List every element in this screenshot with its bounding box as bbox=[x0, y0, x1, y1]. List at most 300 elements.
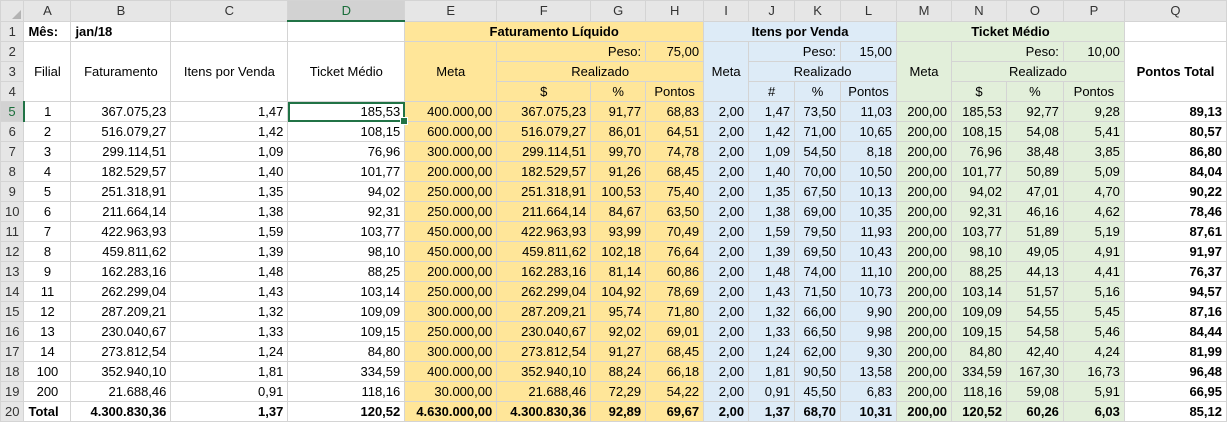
column-header-A[interactable]: A bbox=[24, 1, 71, 22]
cell-E7[interactable]: 300.000,00 bbox=[405, 142, 497, 162]
cell-A7[interactable]: 3 bbox=[24, 142, 71, 162]
cell-B9[interactable]: 251.318,91 bbox=[71, 182, 171, 202]
row-header-18[interactable]: 18 bbox=[1, 362, 24, 382]
cell-M13[interactable]: 200,00 bbox=[897, 262, 952, 282]
row-header-11[interactable]: 11 bbox=[1, 222, 24, 242]
cell-C8[interactable]: 1,40 bbox=[171, 162, 288, 182]
cell-K15[interactable]: 66,00 bbox=[795, 302, 841, 322]
cell-L17[interactable]: 9,30 bbox=[841, 342, 897, 362]
cell-Q9[interactable]: 90,22 bbox=[1124, 182, 1226, 202]
cell-O7[interactable]: 38,48 bbox=[1006, 142, 1063, 162]
cell-A20[interactable]: Total bbox=[24, 402, 71, 422]
column-header-I[interactable]: I bbox=[704, 1, 749, 22]
cell-C5[interactable]: 1,47 bbox=[171, 102, 288, 122]
cell-K16[interactable]: 66,50 bbox=[795, 322, 841, 342]
cell-D14[interactable]: 103,14 bbox=[288, 282, 405, 302]
cell-F20[interactable]: 4.300.830,36 bbox=[497, 402, 591, 422]
row-header-1[interactable]: 1 bbox=[1, 21, 24, 42]
cell-I19[interactable]: 2,00 bbox=[704, 382, 749, 402]
cell-N13[interactable]: 88,25 bbox=[951, 262, 1006, 282]
cell-G8[interactable]: 91,26 bbox=[591, 162, 646, 182]
cell-I5[interactable]: 2,00 bbox=[704, 102, 749, 122]
cell-J12[interactable]: 1,39 bbox=[749, 242, 795, 262]
cell-H16[interactable]: 69,01 bbox=[646, 322, 704, 342]
row-header-12[interactable]: 12 bbox=[1, 242, 24, 262]
row-header-17[interactable]: 17 bbox=[1, 342, 24, 362]
cell-F13[interactable]: 162.283,16 bbox=[497, 262, 591, 282]
cell-F10[interactable]: 211.664,14 bbox=[497, 202, 591, 222]
group-header-itens[interactable]: Itens por Venda bbox=[704, 21, 897, 42]
cell-J9[interactable]: 1,35 bbox=[749, 182, 795, 202]
cell-D12[interactable]: 98,10 bbox=[288, 242, 405, 262]
subheader-pontos-faturamento[interactable]: Pontos bbox=[646, 82, 704, 102]
cell-B13[interactable]: 162.283,16 bbox=[71, 262, 171, 282]
cell-M11[interactable]: 200,00 bbox=[897, 222, 952, 242]
cell-G20[interactable]: 92,89 bbox=[591, 402, 646, 422]
row-header-3[interactable]: 3 bbox=[1, 62, 24, 82]
column-header-L[interactable]: L bbox=[841, 1, 897, 22]
cell-H10[interactable]: 63,50 bbox=[646, 202, 704, 222]
cell-J7[interactable]: 1,09 bbox=[749, 142, 795, 162]
cell-O15[interactable]: 54,55 bbox=[1006, 302, 1063, 322]
cell-L14[interactable]: 10,73 bbox=[841, 282, 897, 302]
cell-D11[interactable]: 103,77 bbox=[288, 222, 405, 242]
row-header-8[interactable]: 8 bbox=[1, 162, 24, 182]
cell-L11[interactable]: 11,93 bbox=[841, 222, 897, 242]
column-header-P[interactable]: P bbox=[1063, 1, 1124, 22]
column-header-E[interactable]: E bbox=[405, 1, 497, 22]
cell-B6[interactable]: 516.079,27 bbox=[71, 122, 171, 142]
group-header-faturamento[interactable]: Faturamento Líquido bbox=[405, 21, 704, 42]
cell-B8[interactable]: 182.529,57 bbox=[71, 162, 171, 182]
header-meta-faturamento[interactable]: Meta bbox=[405, 42, 497, 102]
cell-L6[interactable]: 10,65 bbox=[841, 122, 897, 142]
cell-E13[interactable]: 200.000,00 bbox=[405, 262, 497, 282]
cell-L9[interactable]: 10,13 bbox=[841, 182, 897, 202]
cell-O18[interactable]: 167,30 bbox=[1006, 362, 1063, 382]
peso-value-ticket[interactable]: 10,00 bbox=[1063, 42, 1124, 62]
cell-B17[interactable]: 273.812,54 bbox=[71, 342, 171, 362]
row-header-9[interactable]: 9 bbox=[1, 182, 24, 202]
cell-H15[interactable]: 71,80 bbox=[646, 302, 704, 322]
cell-C18[interactable]: 1,81 bbox=[171, 362, 288, 382]
cell-E11[interactable]: 450.000,00 bbox=[405, 222, 497, 242]
cell-Q16[interactable]: 84,44 bbox=[1124, 322, 1226, 342]
cell-J6[interactable]: 1,42 bbox=[749, 122, 795, 142]
cell-M15[interactable]: 200,00 bbox=[897, 302, 952, 322]
cell-A17[interactable]: 14 bbox=[24, 342, 71, 362]
cell-J20[interactable]: 1,37 bbox=[749, 402, 795, 422]
cell-E9[interactable]: 250.000,00 bbox=[405, 182, 497, 202]
cell-C6[interactable]: 1,42 bbox=[171, 122, 288, 142]
cell-N8[interactable]: 101,77 bbox=[951, 162, 1006, 182]
cell-N16[interactable]: 109,15 bbox=[951, 322, 1006, 342]
cell-B16[interactable]: 230.040,67 bbox=[71, 322, 171, 342]
cell-H19[interactable]: 54,22 bbox=[646, 382, 704, 402]
cell-P15[interactable]: 5,45 bbox=[1063, 302, 1124, 322]
column-header-N[interactable]: N bbox=[951, 1, 1006, 22]
cell-D16[interactable]: 109,15 bbox=[288, 322, 405, 342]
cell-E19[interactable]: 30.000,00 bbox=[405, 382, 497, 402]
cell-D18[interactable]: 334,59 bbox=[288, 362, 405, 382]
cell-N12[interactable]: 98,10 bbox=[951, 242, 1006, 262]
cell-L10[interactable]: 10,35 bbox=[841, 202, 897, 222]
cell-B18[interactable]: 352.940,10 bbox=[71, 362, 171, 382]
cell-Q8[interactable]: 84,04 bbox=[1124, 162, 1226, 182]
column-header-G[interactable]: G bbox=[591, 1, 646, 22]
cell-K6[interactable]: 71,00 bbox=[795, 122, 841, 142]
subheader-pontos-ticket[interactable]: Pontos bbox=[1063, 82, 1124, 102]
cell-O11[interactable]: 51,89 bbox=[1006, 222, 1063, 242]
cell-O19[interactable]: 59,08 bbox=[1006, 382, 1063, 402]
cell-K9[interactable]: 67,50 bbox=[795, 182, 841, 202]
cell-Q6[interactable]: 80,57 bbox=[1124, 122, 1226, 142]
column-header-D[interactable]: D bbox=[288, 1, 405, 22]
cell-P9[interactable]: 4,70 bbox=[1063, 182, 1124, 202]
cell-I11[interactable]: 2,00 bbox=[704, 222, 749, 242]
cell-L16[interactable]: 9,98 bbox=[841, 322, 897, 342]
cell-F9[interactable]: 251.318,91 bbox=[497, 182, 591, 202]
cell-K13[interactable]: 74,00 bbox=[795, 262, 841, 282]
cell-I12[interactable]: 2,00 bbox=[704, 242, 749, 262]
cell-K20[interactable]: 68,70 bbox=[795, 402, 841, 422]
cell-G9[interactable]: 100,53 bbox=[591, 182, 646, 202]
cell-N6[interactable]: 108,15 bbox=[951, 122, 1006, 142]
cell-L12[interactable]: 10,43 bbox=[841, 242, 897, 262]
select-all-corner[interactable] bbox=[1, 1, 24, 22]
cell-D10[interactable]: 92,31 bbox=[288, 202, 405, 222]
cell-Q14[interactable]: 94,57 bbox=[1124, 282, 1226, 302]
subheader-percent-faturamento[interactable]: % bbox=[591, 82, 646, 102]
cell-B11[interactable]: 422.963,93 bbox=[71, 222, 171, 242]
cell-O13[interactable]: 44,13 bbox=[1006, 262, 1063, 282]
cell-N7[interactable]: 76,96 bbox=[951, 142, 1006, 162]
cell-K7[interactable]: 54,50 bbox=[795, 142, 841, 162]
row-header-20[interactable]: 20 bbox=[1, 402, 24, 422]
peso-value-faturamento[interactable]: 75,00 bbox=[646, 42, 704, 62]
cell-P5[interactable]: 9,28 bbox=[1063, 102, 1124, 122]
cell-D1[interactable] bbox=[288, 21, 405, 42]
row-header-15[interactable]: 15 bbox=[1, 302, 24, 322]
cell-D15[interactable]: 109,09 bbox=[288, 302, 405, 322]
cell-J15[interactable]: 1,32 bbox=[749, 302, 795, 322]
cell-M16[interactable]: 200,00 bbox=[897, 322, 952, 342]
cell-G12[interactable]: 102,18 bbox=[591, 242, 646, 262]
cell-O8[interactable]: 50,89 bbox=[1006, 162, 1063, 182]
cell-P17[interactable]: 4,24 bbox=[1063, 342, 1124, 362]
cell-A10[interactable]: 6 bbox=[24, 202, 71, 222]
cell-G10[interactable]: 84,67 bbox=[591, 202, 646, 222]
cell-J8[interactable]: 1,40 bbox=[749, 162, 795, 182]
cell-H12[interactable]: 76,64 bbox=[646, 242, 704, 262]
cell-O16[interactable]: 54,58 bbox=[1006, 322, 1063, 342]
cell-E6[interactable]: 600.000,00 bbox=[405, 122, 497, 142]
cell-C16[interactable]: 1,33 bbox=[171, 322, 288, 342]
cell-E16[interactable]: 250.000,00 bbox=[405, 322, 497, 342]
cell-D17[interactable]: 84,80 bbox=[288, 342, 405, 362]
subheader-hash-itens[interactable]: # bbox=[749, 82, 795, 102]
cell-M17[interactable]: 200,00 bbox=[897, 342, 952, 362]
column-header-K[interactable]: K bbox=[795, 1, 841, 22]
cell-O9[interactable]: 47,01 bbox=[1006, 182, 1063, 202]
cell-G6[interactable]: 86,01 bbox=[591, 122, 646, 142]
cell-C17[interactable]: 1,24 bbox=[171, 342, 288, 362]
cell-K14[interactable]: 71,50 bbox=[795, 282, 841, 302]
cell-H13[interactable]: 60,86 bbox=[646, 262, 704, 282]
cell-M14[interactable]: 200,00 bbox=[897, 282, 952, 302]
cell-Q1[interactable] bbox=[1124, 21, 1226, 42]
cell-K5[interactable]: 73,50 bbox=[795, 102, 841, 122]
cell-K11[interactable]: 79,50 bbox=[795, 222, 841, 242]
cell-M10[interactable]: 200,00 bbox=[897, 202, 952, 222]
cell-E14[interactable]: 250.000,00 bbox=[405, 282, 497, 302]
row-header-2[interactable]: 2 bbox=[1, 42, 24, 62]
cell-I18[interactable]: 2,00 bbox=[704, 362, 749, 382]
cell-I17[interactable]: 2,00 bbox=[704, 342, 749, 362]
cell-D8[interactable]: 101,77 bbox=[288, 162, 405, 182]
cell-F7[interactable]: 299.114,51 bbox=[497, 142, 591, 162]
row-header-16[interactable]: 16 bbox=[1, 322, 24, 342]
subheader-dollar-ticket[interactable]: $ bbox=[951, 82, 1006, 102]
cell-I15[interactable]: 2,00 bbox=[704, 302, 749, 322]
cell-E17[interactable]: 300.000,00 bbox=[405, 342, 497, 362]
cell-B10[interactable]: 211.664,14 bbox=[71, 202, 171, 222]
cell-B5[interactable]: 367.075,23 bbox=[71, 102, 171, 122]
cell-Q13[interactable]: 76,37 bbox=[1124, 262, 1226, 282]
cell-M18[interactable]: 200,00 bbox=[897, 362, 952, 382]
header-itens-por-venda[interactable]: Itens por Venda bbox=[171, 42, 288, 102]
cell-L20[interactable]: 10,31 bbox=[841, 402, 897, 422]
cell-M5[interactable]: 200,00 bbox=[897, 102, 952, 122]
cell-F18[interactable]: 352.940,10 bbox=[497, 362, 591, 382]
cell-I16[interactable]: 2,00 bbox=[704, 322, 749, 342]
row-header-19[interactable]: 19 bbox=[1, 382, 24, 402]
cell-G16[interactable]: 92,02 bbox=[591, 322, 646, 342]
cell-I10[interactable]: 2,00 bbox=[704, 202, 749, 222]
cell-B12[interactable]: 459.811,62 bbox=[71, 242, 171, 262]
cell-F11[interactable]: 422.963,93 bbox=[497, 222, 591, 242]
cell-Q15[interactable]: 87,16 bbox=[1124, 302, 1226, 322]
cell-A16[interactable]: 13 bbox=[24, 322, 71, 342]
cell-Q20[interactable]: 85,12 bbox=[1124, 402, 1226, 422]
cell-O6[interactable]: 54,08 bbox=[1006, 122, 1063, 142]
cell-J14[interactable]: 1,43 bbox=[749, 282, 795, 302]
cell-G13[interactable]: 81,14 bbox=[591, 262, 646, 282]
cell-F16[interactable]: 230.040,67 bbox=[497, 322, 591, 342]
cell-P10[interactable]: 4,62 bbox=[1063, 202, 1124, 222]
fill-handle[interactable] bbox=[400, 117, 408, 125]
cell-N10[interactable]: 92,31 bbox=[951, 202, 1006, 222]
cell-P18[interactable]: 16,73 bbox=[1063, 362, 1124, 382]
header-pontos-total[interactable]: Pontos Total bbox=[1124, 42, 1226, 102]
column-header-O[interactable]: O bbox=[1006, 1, 1063, 22]
cell-K18[interactable]: 90,50 bbox=[795, 362, 841, 382]
row-header-4[interactable]: 4 bbox=[1, 82, 24, 102]
cell-J10[interactable]: 1,38 bbox=[749, 202, 795, 222]
cell-E5[interactable]: 400.000,00 bbox=[405, 102, 497, 122]
cell-F8[interactable]: 182.529,57 bbox=[497, 162, 591, 182]
cell-G7[interactable]: 99,70 bbox=[591, 142, 646, 162]
cell-C9[interactable]: 1,35 bbox=[171, 182, 288, 202]
cell-Q12[interactable]: 91,97 bbox=[1124, 242, 1226, 262]
cell-F14[interactable]: 262.299,04 bbox=[497, 282, 591, 302]
peso-label-itens[interactable]: Peso: bbox=[749, 42, 841, 62]
group-header-ticket[interactable]: Ticket Médio bbox=[897, 21, 1125, 42]
cell-L15[interactable]: 9,90 bbox=[841, 302, 897, 322]
cell-A11[interactable]: 7 bbox=[24, 222, 71, 242]
cell-H11[interactable]: 70,49 bbox=[646, 222, 704, 242]
column-header-Q[interactable]: Q bbox=[1124, 1, 1226, 22]
cell-J5[interactable]: 1,47 bbox=[749, 102, 795, 122]
cell-Q10[interactable]: 78,46 bbox=[1124, 202, 1226, 222]
cell-N14[interactable]: 103,14 bbox=[951, 282, 1006, 302]
cell-P7[interactable]: 3,85 bbox=[1063, 142, 1124, 162]
cell-N19[interactable]: 118,16 bbox=[951, 382, 1006, 402]
cell-F15[interactable]: 287.209,21 bbox=[497, 302, 591, 322]
cell-K12[interactable]: 69,50 bbox=[795, 242, 841, 262]
cell-M20[interactable]: 200,00 bbox=[897, 402, 952, 422]
cell-I7[interactable]: 2,00 bbox=[704, 142, 749, 162]
cell-A19[interactable]: 200 bbox=[24, 382, 71, 402]
row-header-14[interactable]: 14 bbox=[1, 282, 24, 302]
cell-O14[interactable]: 51,57 bbox=[1006, 282, 1063, 302]
row-header-13[interactable]: 13 bbox=[1, 262, 24, 282]
cell-J17[interactable]: 1,24 bbox=[749, 342, 795, 362]
cell-M9[interactable]: 200,00 bbox=[897, 182, 952, 202]
cell-A5[interactable]: 1 bbox=[24, 102, 71, 122]
cell-J11[interactable]: 1,59 bbox=[749, 222, 795, 242]
cell-mes-value[interactable]: jan/18 bbox=[71, 21, 171, 42]
cell-D20[interactable]: 120,52 bbox=[288, 402, 405, 422]
cell-N17[interactable]: 84,80 bbox=[951, 342, 1006, 362]
cell-E15[interactable]: 300.000,00 bbox=[405, 302, 497, 322]
cell-L19[interactable]: 6,83 bbox=[841, 382, 897, 402]
cell-G17[interactable]: 91,27 bbox=[591, 342, 646, 362]
cell-E12[interactable]: 450.000,00 bbox=[405, 242, 497, 262]
column-header-C[interactable]: C bbox=[171, 1, 288, 22]
cell-Q7[interactable]: 86,80 bbox=[1124, 142, 1226, 162]
cell-P11[interactable]: 5,19 bbox=[1063, 222, 1124, 242]
cell-D5[interactable]: 185,53 bbox=[288, 102, 405, 122]
peso-label-faturamento[interactable]: Peso: bbox=[497, 42, 646, 62]
cell-O10[interactable]: 46,16 bbox=[1006, 202, 1063, 222]
cell-N9[interactable]: 94,02 bbox=[951, 182, 1006, 202]
cell-G14[interactable]: 104,92 bbox=[591, 282, 646, 302]
cell-J16[interactable]: 1,33 bbox=[749, 322, 795, 342]
cell-E8[interactable]: 200.000,00 bbox=[405, 162, 497, 182]
cell-F6[interactable]: 516.079,27 bbox=[497, 122, 591, 142]
cell-D9[interactable]: 94,02 bbox=[288, 182, 405, 202]
cell-N11[interactable]: 103,77 bbox=[951, 222, 1006, 242]
cell-P8[interactable]: 5,09 bbox=[1063, 162, 1124, 182]
cell-A13[interactable]: 9 bbox=[24, 262, 71, 282]
cell-H17[interactable]: 68,45 bbox=[646, 342, 704, 362]
cell-L18[interactable]: 13,58 bbox=[841, 362, 897, 382]
cell-E18[interactable]: 400.000,00 bbox=[405, 362, 497, 382]
row-header-7[interactable]: 7 bbox=[1, 142, 24, 162]
cell-F12[interactable]: 459.811,62 bbox=[497, 242, 591, 262]
cell-E20[interactable]: 4.630.000,00 bbox=[405, 402, 497, 422]
cell-mes-label[interactable]: Mês: bbox=[24, 21, 71, 42]
cell-A8[interactable]: 4 bbox=[24, 162, 71, 182]
cell-H20[interactable]: 69,67 bbox=[646, 402, 704, 422]
cell-M8[interactable]: 200,00 bbox=[897, 162, 952, 182]
cell-N20[interactable]: 120,52 bbox=[951, 402, 1006, 422]
cell-D19[interactable]: 118,16 bbox=[288, 382, 405, 402]
cell-A9[interactable]: 5 bbox=[24, 182, 71, 202]
cell-N5[interactable]: 185,53 bbox=[951, 102, 1006, 122]
cell-C10[interactable]: 1,38 bbox=[171, 202, 288, 222]
cell-B19[interactable]: 21.688,46 bbox=[71, 382, 171, 402]
cell-A15[interactable]: 12 bbox=[24, 302, 71, 322]
cell-P16[interactable]: 5,46 bbox=[1063, 322, 1124, 342]
peso-label-ticket[interactable]: Peso: bbox=[951, 42, 1063, 62]
cell-B20[interactable]: 4.300.830,36 bbox=[71, 402, 171, 422]
cell-H6[interactable]: 64,51 bbox=[646, 122, 704, 142]
cell-C11[interactable]: 1,59 bbox=[171, 222, 288, 242]
header-realizado-ticket[interactable]: Realizado bbox=[951, 62, 1124, 82]
cell-H5[interactable]: 68,83 bbox=[646, 102, 704, 122]
cell-H14[interactable]: 78,69 bbox=[646, 282, 704, 302]
cell-O20[interactable]: 60,26 bbox=[1006, 402, 1063, 422]
column-header-B[interactable]: B bbox=[71, 1, 171, 22]
cell-J18[interactable]: 1,81 bbox=[749, 362, 795, 382]
subheader-percent-itens[interactable]: % bbox=[795, 82, 841, 102]
header-faturamento[interactable]: Faturamento bbox=[71, 42, 171, 102]
cell-A18[interactable]: 100 bbox=[24, 362, 71, 382]
row-header-6[interactable]: 6 bbox=[1, 122, 24, 142]
cell-B7[interactable]: 299.114,51 bbox=[71, 142, 171, 162]
cell-C13[interactable]: 1,48 bbox=[171, 262, 288, 282]
subheader-pontos-itens[interactable]: Pontos bbox=[841, 82, 897, 102]
header-realizado-itens[interactable]: Realizado bbox=[749, 62, 897, 82]
cell-F19[interactable]: 21.688,46 bbox=[497, 382, 591, 402]
cell-F17[interactable]: 273.812,54 bbox=[497, 342, 591, 362]
cell-C12[interactable]: 1,39 bbox=[171, 242, 288, 262]
column-header-J[interactable]: J bbox=[749, 1, 795, 22]
cell-O17[interactable]: 42,40 bbox=[1006, 342, 1063, 362]
header-realizado-faturamento[interactable]: Realizado bbox=[497, 62, 704, 82]
cell-Q5[interactable]: 89,13 bbox=[1124, 102, 1226, 122]
column-header-M[interactable]: M bbox=[897, 1, 952, 22]
cell-P6[interactable]: 5,41 bbox=[1063, 122, 1124, 142]
cell-Q11[interactable]: 87,61 bbox=[1124, 222, 1226, 242]
cell-K8[interactable]: 70,00 bbox=[795, 162, 841, 182]
cell-I20[interactable]: 2,00 bbox=[704, 402, 749, 422]
cell-P20[interactable]: 6,03 bbox=[1063, 402, 1124, 422]
cell-B15[interactable]: 287.209,21 bbox=[71, 302, 171, 322]
cell-L7[interactable]: 8,18 bbox=[841, 142, 897, 162]
cell-G19[interactable]: 72,29 bbox=[591, 382, 646, 402]
cell-F5[interactable]: 367.075,23 bbox=[497, 102, 591, 122]
column-header-H[interactable]: H bbox=[646, 1, 704, 22]
cell-P12[interactable]: 4,91 bbox=[1063, 242, 1124, 262]
cell-N18[interactable]: 334,59 bbox=[951, 362, 1006, 382]
cell-G18[interactable]: 88,24 bbox=[591, 362, 646, 382]
cell-E10[interactable]: 250.000,00 bbox=[405, 202, 497, 222]
cell-G15[interactable]: 95,74 bbox=[591, 302, 646, 322]
cell-Q18[interactable]: 96,48 bbox=[1124, 362, 1226, 382]
cell-I13[interactable]: 2,00 bbox=[704, 262, 749, 282]
subheader-dollar-faturamento[interactable]: $ bbox=[497, 82, 591, 102]
header-meta-ticket[interactable]: Meta bbox=[897, 42, 952, 102]
cell-C14[interactable]: 1,43 bbox=[171, 282, 288, 302]
cell-L8[interactable]: 10,50 bbox=[841, 162, 897, 182]
cell-K17[interactable]: 62,00 bbox=[795, 342, 841, 362]
cell-Q17[interactable]: 81,99 bbox=[1124, 342, 1226, 362]
cell-C1[interactable] bbox=[171, 21, 288, 42]
cell-L5[interactable]: 11,03 bbox=[841, 102, 897, 122]
